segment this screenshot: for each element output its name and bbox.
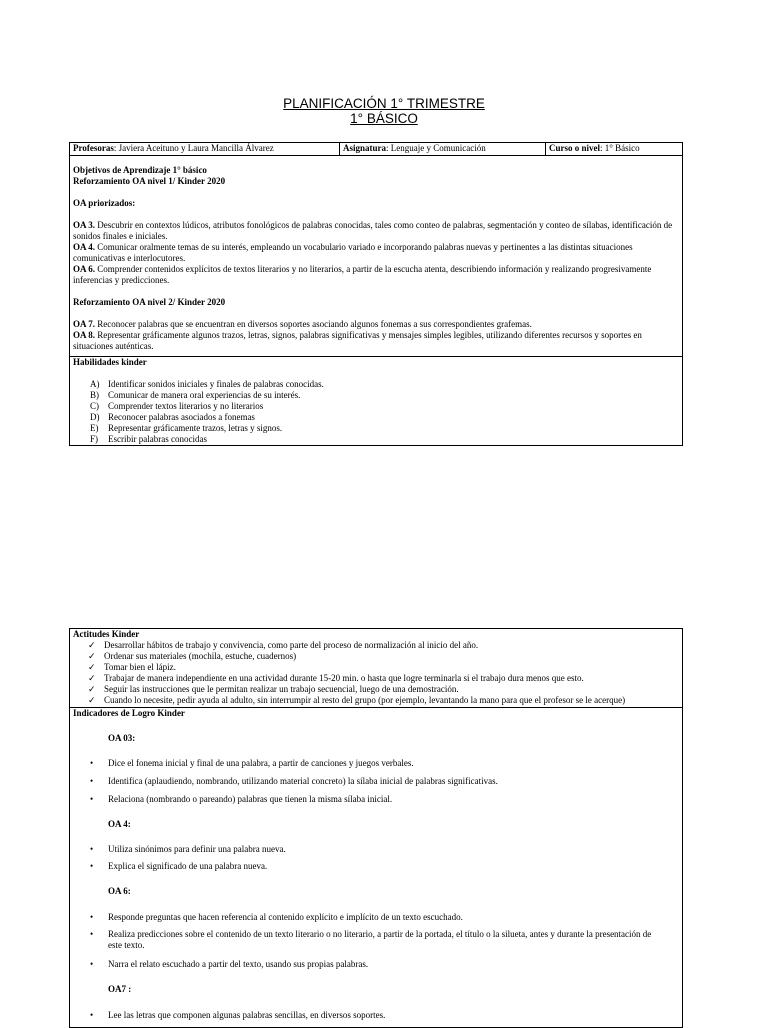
oa3-text: Descubrir en contextos lúdicos, atributos fonológicos de palabras conocidas, tales como conteo de palabras, segmentación y conteo de sílabas, identificación de sonidos finales e iniciales.: [73, 220, 673, 241]
asignatura-value: : Lenguaje y Comunicación: [386, 143, 486, 153]
profesoras-value: : Javiera Aceituno y Laura Mancilla Álvarez: [113, 143, 274, 153]
list-letter: E): [90, 423, 99, 433]
list-item: [70, 423, 682, 434]
list-item: [90, 776, 660, 787]
bullet-icon: •: [90, 844, 94, 854]
oa7-heading: OA7 :: [108, 984, 132, 994]
profesoras-label: Profesoras: [73, 143, 114, 153]
oa3-paragraph: [73, 220, 679, 242]
list-item: [70, 401, 682, 412]
oa8-label: OA 8.: [73, 330, 96, 340]
document-title: PLANIFICACIÓN 1° TRIMESTRE: [283, 96, 485, 111]
list-text: Tomar bien el lápiz.: [104, 662, 176, 672]
bullet-icon: •: [90, 959, 94, 969]
document-subtitle: 1° BÁSICO: [350, 111, 418, 126]
list-item: [70, 434, 682, 445]
list-item: [90, 794, 660, 805]
oa4-text: Comunicar oralmente temas de su interés, empleando un vocabulario variado e incorporando palabras nuevas y pertinentes a las distintas situaciones comunicativas e interlocutores.: [73, 242, 633, 263]
oa4-heading: OA 4:: [108, 819, 131, 829]
list-text: Desarrollar hábitos de trabajo y convivencia, como parte del proceso de normalización al inicio del año.: [104, 640, 479, 650]
profesoras-cell: [70, 143, 340, 155]
objetivos-heading: Objetivos de Aprendizaje 1° básico: [73, 165, 207, 175]
list-item: [70, 695, 682, 706]
checkmark-icon: ✓: [88, 662, 96, 672]
oa7-text: Reconocer palabras que se encuentran en diversos soportes asociando algunos fonemas a sus correspondientes grafemas.: [95, 319, 532, 329]
list-text: Lee las letras que componen algunas palabras sencillas, en diversos soportes.: [108, 1010, 386, 1020]
checkmark-icon: ✓: [88, 651, 96, 661]
oa4-paragraph: [73, 242, 679, 264]
list-item: [90, 844, 660, 855]
list-text: Comunicar de manera oral experiencias de su interés.: [108, 390, 301, 400]
list-text: Reconocer palabras asociados a fonemas: [108, 412, 255, 422]
oa8-text: Representar gráficamente algunos trazos, letras, signos, palabras significativas y mensajes simples legibles, utilizando diferentes recursos y soportes en situaciones auténticas.: [73, 330, 642, 351]
list-letter: C): [90, 401, 99, 411]
checkmark-icon: ✓: [88, 695, 96, 705]
oa8-paragraph: [73, 330, 679, 352]
habilidades-heading: Habilidades kinder: [73, 357, 147, 367]
bullet-icon: •: [90, 758, 94, 768]
list-item: [70, 640, 682, 651]
list-text: Explica el significado de una palabra nueva.: [108, 861, 268, 871]
asignatura-cell: [340, 143, 546, 155]
list-item: [70, 684, 682, 695]
list-text: Narra el relato escuchado a partir del texto, usando sus propias palabras.: [108, 959, 369, 969]
bullet-icon: •: [90, 912, 94, 922]
list-item: [70, 390, 682, 401]
list-text: Utiliza sinónimos para definir una palabra nueva.: [108, 844, 286, 854]
actitudes-section: [70, 629, 682, 708]
bullet-icon: •: [90, 794, 94, 804]
list-text: Identifica (aplaudiendo, nombrando, utilizando material concreto) la sílaba inicial de palabras significativas.: [108, 776, 498, 786]
checkmark-icon: ✓: [88, 640, 96, 650]
oa6-heading: OA 6:: [108, 886, 131, 896]
checkmark-icon: ✓: [88, 684, 96, 694]
oa7-label: OA 7.: [73, 319, 96, 329]
actitudes-indicadores-table: [69, 628, 683, 1028]
list-text: Relaciona (nombrando o pareando) palabras que tienen la misma sílaba inicial.: [108, 794, 393, 804]
list-item: [70, 662, 682, 673]
list-text: Comprender textos literarios y no literarios: [108, 401, 264, 411]
oa3-label: OA 3.: [73, 220, 96, 230]
curso-label: Curso o nivel: [549, 143, 601, 153]
checkmark-icon: ✓: [88, 673, 96, 683]
list-item: [90, 861, 660, 872]
oa03-heading: OA 03:: [108, 733, 136, 743]
list-text: Representar gráficamente trazos, letras y signos.: [108, 423, 283, 433]
bullet-icon: •: [90, 929, 94, 939]
list-item: [90, 929, 660, 951]
indicadores-section: [70, 708, 682, 1020]
oa7-paragraph: [73, 319, 679, 330]
bullet-icon: •: [90, 861, 94, 871]
list-item: [90, 959, 660, 970]
list-text: Cuando lo necesite, pedir ayuda al adulto, sin interrumpir al resto del grupo (por ejemplo, levantando la mano para que el profesor se le acerque): [104, 695, 626, 705]
asignatura-label: Asignatura: [343, 143, 387, 153]
list-item: [70, 412, 682, 423]
list-item: [70, 673, 682, 684]
objetivos-section: [73, 165, 679, 352]
list-text: Realiza predicciones sobre el contenido de un texto literario o no literario, a partir de la portada, el título o la silueta, antes y durante la presentación de este texto.: [108, 929, 652, 950]
list-letter: D): [90, 412, 100, 422]
actitudes-list: [70, 640, 682, 706]
actitudes-heading: Actitudes Kinder: [73, 629, 140, 639]
table-header-row: [70, 143, 682, 156]
list-item: [70, 651, 682, 662]
indicadores-heading: Indicadores de Logro Kinder: [73, 708, 185, 718]
list-text: Dice el fonema inicial y final de una palabra, a partir de canciones y juegos verbales.: [108, 758, 414, 768]
curso-value: : 1° Básico: [600, 143, 640, 153]
list-item: [70, 379, 682, 390]
habilidades-section: [70, 356, 682, 446]
list-letter: F): [90, 434, 99, 444]
list-text: Trabajar de manera independiente en una actividad durante 15-20 min. o hasta que logre terminarla si el trabajo dura menos que esto.: [104, 673, 584, 683]
list-letter: A): [90, 379, 100, 389]
list-text: Seguir las instrucciones que le permitan realizar un trabajo secuencial, luego de una demostración.: [104, 684, 459, 694]
bullet-icon: •: [90, 1010, 94, 1020]
curso-cell: [546, 143, 682, 155]
oa-priorizados-label: OA priorizados:: [73, 198, 136, 208]
oa6-label: OA 6.: [73, 264, 96, 274]
list-text: Responde preguntas que hacen referencia al contenido explícito e implícito de un texto escuchado.: [108, 912, 463, 922]
list-text: Escribir palabras conocidas: [108, 434, 207, 444]
list-item: [90, 912, 660, 923]
oa6-paragraph: [73, 264, 679, 286]
oa4-label: OA 4.: [73, 242, 96, 252]
oa6-text: Comprender contenidos explícitos de textos literarios y no literarios, a partir de la escucha atenta, describiendo información y realizando progresivamente inferencias y predicciones.: [73, 264, 652, 285]
reforzamiento-nivel2-heading: Reforzamiento OA nivel 2/ Kinder 2020: [73, 297, 226, 307]
list-text: Identificar sonidos iniciales y finales de palabras conocidas.: [108, 379, 324, 389]
list-item: [90, 1010, 660, 1021]
list-item: [90, 758, 660, 769]
bullet-icon: •: [90, 776, 94, 786]
habilidades-list: [70, 379, 682, 445]
reforzamiento-nivel1-heading: Reforzamiento OA nivel 1/ Kinder 2020: [73, 176, 226, 186]
list-letter: B): [90, 390, 99, 400]
planning-table: [69, 142, 683, 446]
list-text: Ordenar sus materiales (mochila, estuche, cuadernos): [104, 651, 297, 661]
